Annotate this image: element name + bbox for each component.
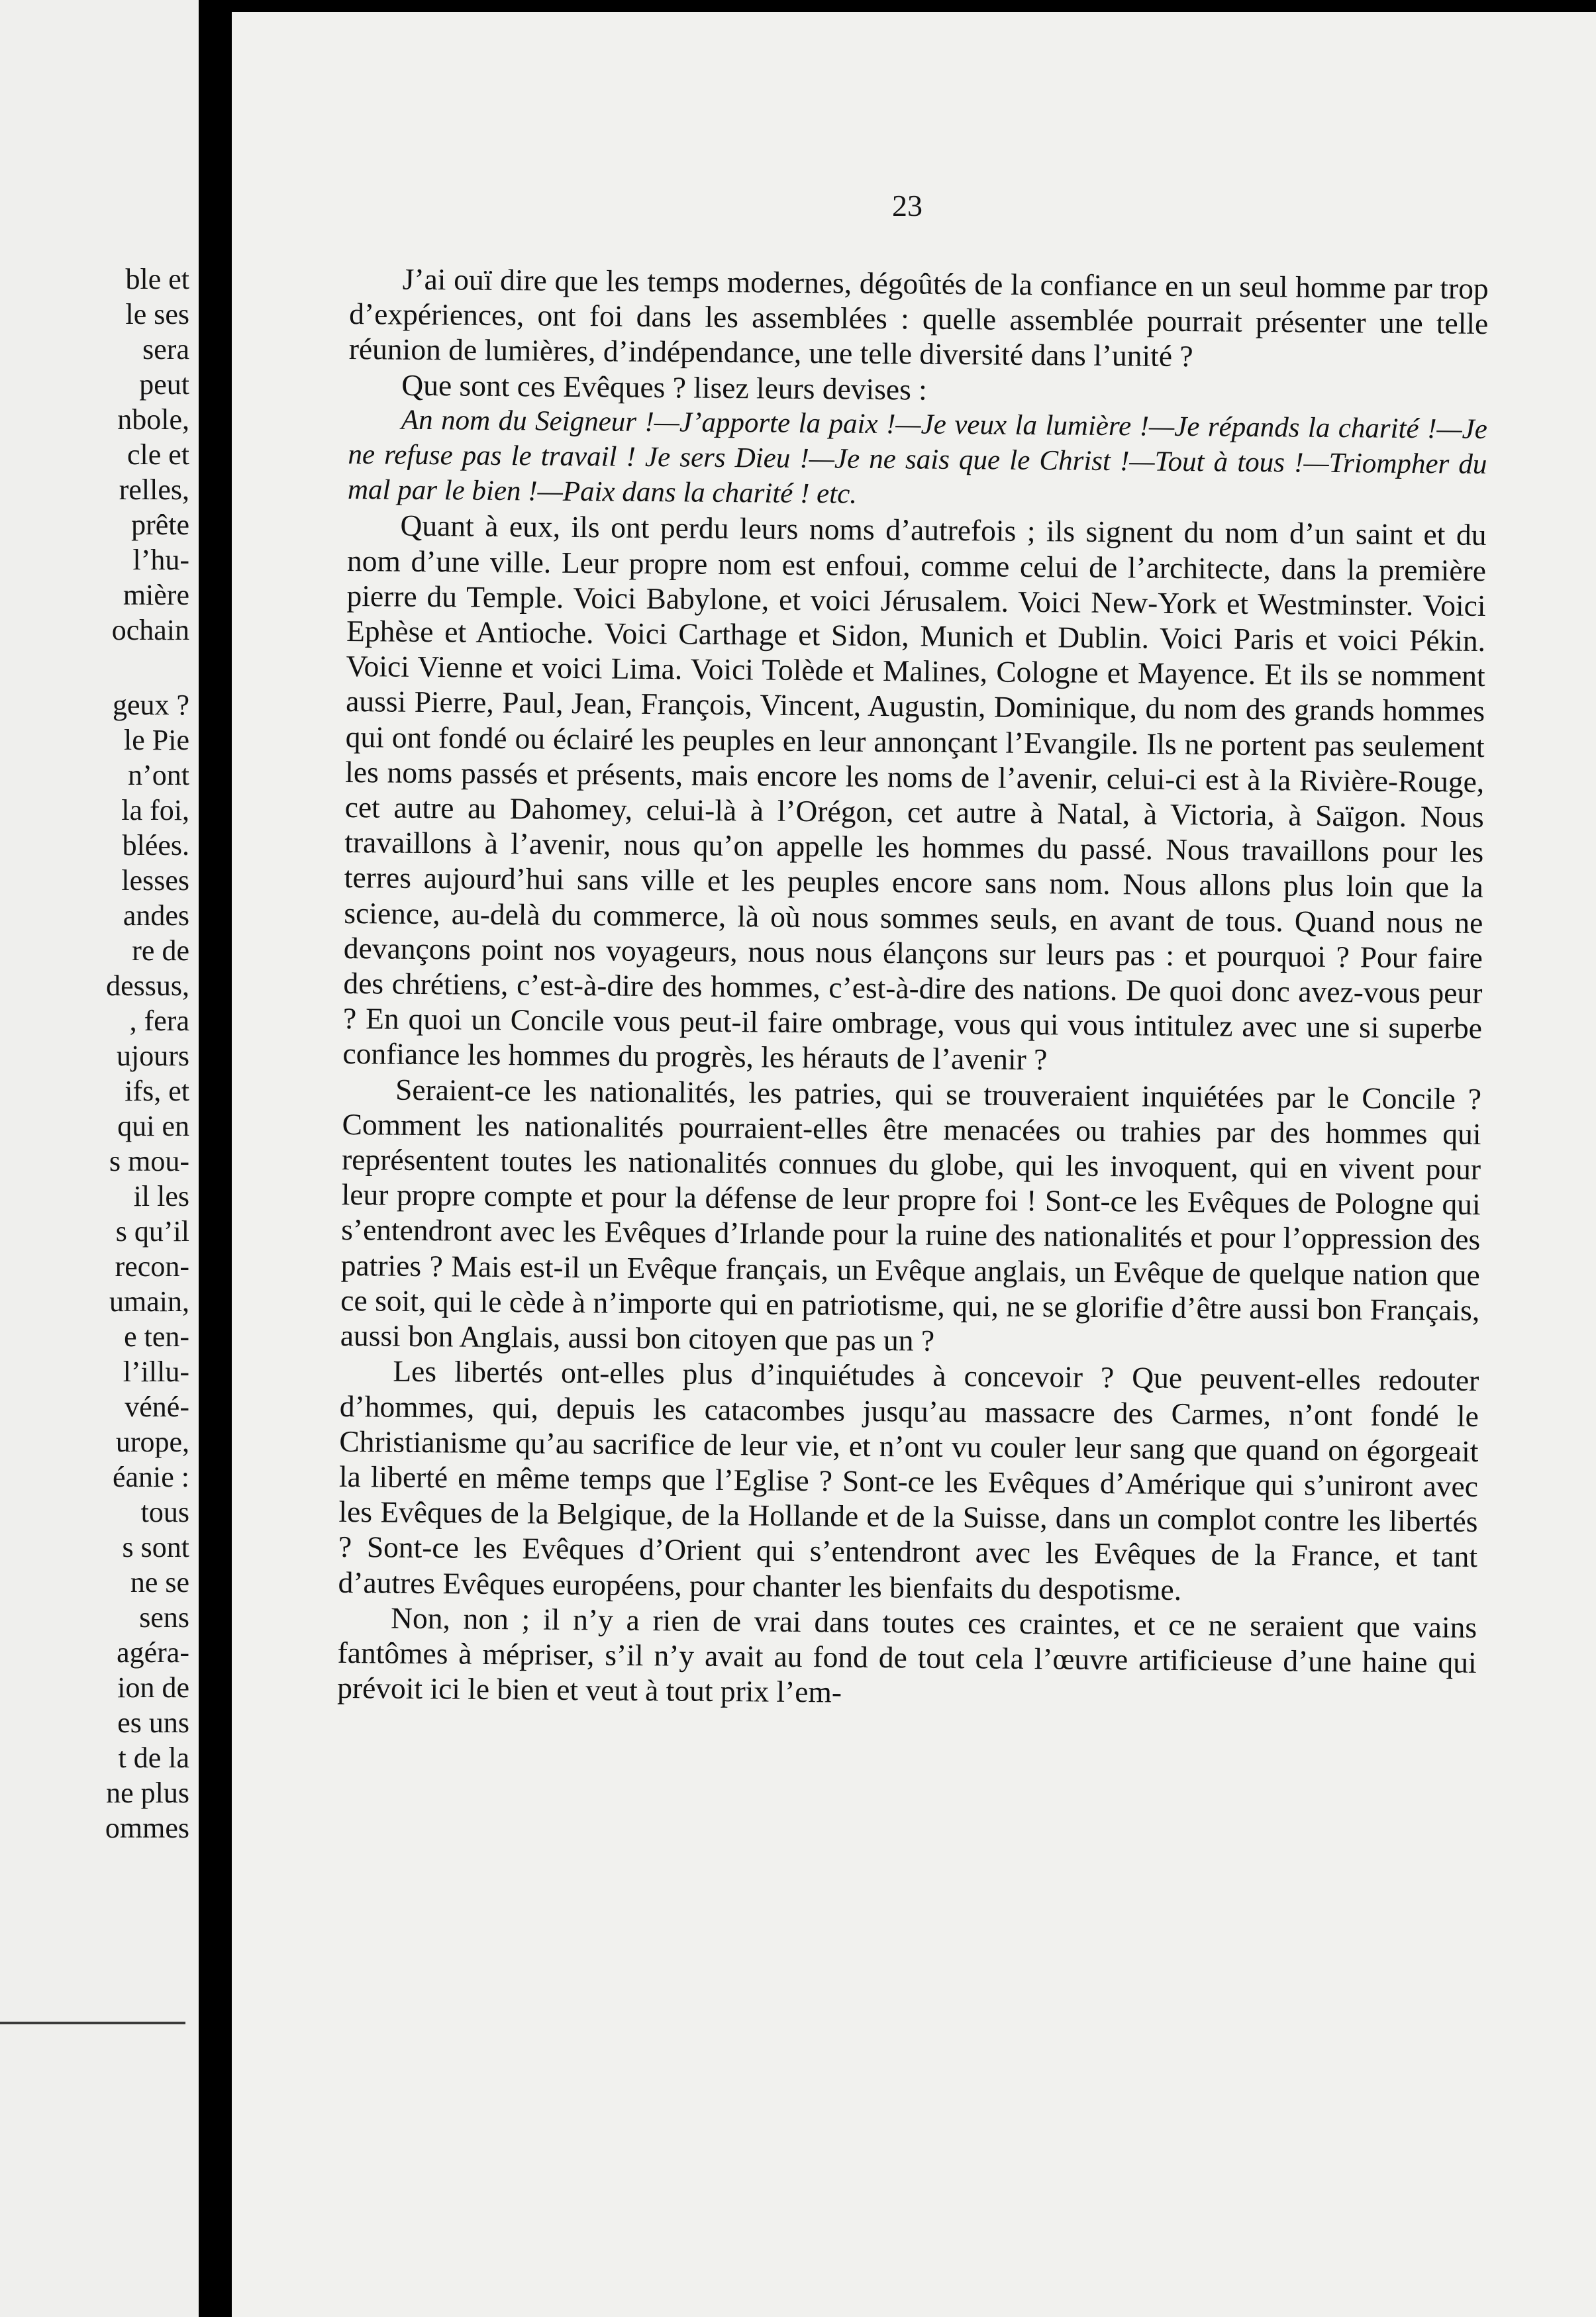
paragraph-craintes: Non, non ; il n’y a rien de vrai dans toutes ces craintes, et ce ne seraient que vains fantômes à mépriser, s’il n’y avait au fond de tout cela l’œuvre artificieuse d’une haine qui prévoit ici le bien et veut à tout prix l’em- <box>336 1601 1477 1709</box>
paragraph-nationalites: Seraient-ce les nationalités, les patries, qui se trouveraient inquiétées par le Concile ? Comment les nationalités pourraient-elles être menacées ou trahies par des hommes qui représentent toutes les nationalités connues du globe, qui les invoquent, qui en vivent pour leur propre compte et pour la défense de leur propre foi ! Sont-ce les Evêques de Pologne qui s’entendront avec les Evêques d’Irlande pour la ruine des nationalités et pour l’oppression des patries ? Mais est-il un Evêque français, un Evêque anglais, un Evêque de quelque nation que ce soit, qui le cède à n’importe qui en patriotisme, qui, ne se glorifie d’être aussi bon Français, aussi bon Anglais, aussi bon citoyen que pas un ? <box>340 1072 1482 1357</box>
left-line: il les <box>133 1180 189 1212</box>
left-line: n’ont <box>128 759 189 791</box>
left-line: urope, <box>115 1426 189 1458</box>
left-line: lesses <box>121 864 189 897</box>
left-line: umain, <box>109 1285 189 1318</box>
left-line: ujours <box>117 1040 189 1072</box>
left-line: mière <box>123 579 189 611</box>
left-line: , fera <box>129 1005 189 1037</box>
left-line: agéra- <box>117 1636 189 1669</box>
left-line: le Pie <box>124 724 189 756</box>
left-line: recon- <box>115 1250 189 1283</box>
left-line: ne plus <box>106 1777 189 1809</box>
left-line: s mou- <box>109 1145 189 1177</box>
left-line: le ses <box>125 298 189 330</box>
left-line: geux ? <box>112 689 189 721</box>
left-line: ochain <box>111 614 189 646</box>
left-line: ifs, et <box>125 1075 189 1107</box>
page-body <box>337 261 1489 1715</box>
left-line: t de la <box>118 1742 189 1774</box>
paragraph-libertes: Les libertés ont-elles plus d’inquiétudes à concevoir ? Que peuvent-elles redouter d’hommes, qui, depuis les catacombes jusqu’au massacre des Carmes, n’ont fondé le Christianisme qu’au sacrifice de leur vie, et n’ont vu couler leur sang que quand on égorgeait la liberté en même temps que l’Eglise ? Sont-ce les Evêques d’Amérique qui s’uniront avec les Evêques de la Belgique, de la Hollande et de la Suisse, dans un complot contre les libertés ? Sont-ce les Evêques d’Orient qui s’entendront avec les Evêques de la France, et tant d’autres Evêques européens, pour chanter les bienfaits du despotisme. <box>338 1354 1479 1606</box>
paragraph-devises: An nom du Seigneur !—J’apporte la paix !—Je veux la lumière !—Je répands la charité !—Je ne refuse pas le travail ! Je sers Dieu !—Je ne sais que le Christ !—Tout à tous !—Triompher du mal par le bien !—Paix dans la charité ! etc. <box>347 404 1488 510</box>
left-line: s qu’il <box>115 1215 189 1248</box>
left-page-footer-rule <box>0 2022 185 2024</box>
left-line: l’illu- <box>123 1356 189 1388</box>
left-line: es uns <box>117 1706 189 1739</box>
left-line: véné- <box>125 1391 189 1423</box>
left-page-edge <box>0 0 199 2317</box>
left-line: peut <box>139 368 189 401</box>
paragraph-confiance: J’ai ouï dire que les temps modernes, dégoûtés de la confiance en un seul homme par trop d’expériences, ont foi dans les assemblées : quelle assemblée pourrait présenter une telle réunion de lumières, d’indépendance, une telle diversité dans l’unité ? <box>348 262 1489 373</box>
left-line: s sont <box>122 1531 189 1563</box>
left-line: dessus, <box>106 969 189 1002</box>
left-line: ble et <box>125 263 189 295</box>
left-line: sera <box>142 333 189 366</box>
left-line: e ten- <box>124 1320 189 1353</box>
left-line: relles, <box>119 473 189 506</box>
page-number: 23 <box>892 189 923 222</box>
book-gutter <box>199 0 232 2317</box>
left-line: blées. <box>122 829 189 862</box>
paragraph-devises-intro: Que sont ces Evêques ? lisez leurs devises : <box>401 368 928 407</box>
left-line: l’hu- <box>132 544 189 576</box>
paragraph-noms: Quant à eux, ils ont perdu leurs noms d’autrefois ; ils signent du nom d’un saint et du nom d’une ville. Leur propre nom est enfoui, comme celui de l’architecte, dans la première pierre du Temple. Voici Babylone, et voici Jérusalem. Voici New-York et Westminster. Voici Ephèse et Antioche. Voici Carthage et Sidon, Munich et Dublin. Voici Paris et voici Pékin. Voici Vienne et voici Lima. Voici Tolède et Malines, Cologne et Mayence. Et ils se nomment aussi Pierre, Paul, Jean, François, Vincent, Augustin, Dominique, du nom des grands hommes qui ont fondé ou éclairé les peuples en leur annonçant l’Evangile. Ils ne portent pas seulement les noms passés et présents, mais encore les noms de l’avenir, celui-ci est à la Rivière-Rouge, cet autre au Dahomey, celui-là à l’Orégon, cet autre à Natal, à Victoria, à Saïgon. Nous travaillons à l’avenir, nous qu’on appelle les hommes du passé. Nous travaillons pour les terres aujourd’hui sans ville et les peuples encore sans nom. Nous allons plus loin que la science, au-delà du commerce, là où nous sommes seuls, en avant de tous. Quand nous ne devançons point nos voyageurs, nous nous élançons sur leurs pas : et pourquoi ? Pour faire des chrétiens, c’est-à-dire des hommes, c’est-à-dire des nations. De quoi donc avez-vous peur ? En quoi un Concile vous peut-il faire ombrage, vous qui vous intitulez avec une si superbe confiance les hommes du progrès, les hérauts de l’avenir ? <box>342 509 1487 1077</box>
left-line: éanie : <box>112 1461 189 1493</box>
left-line: la foi, <box>121 794 189 826</box>
left-line: cle et <box>126 438 189 471</box>
left-page-line-fragments <box>4 262 189 1844</box>
left-line: ion de <box>117 1671 189 1704</box>
left-line: andes <box>123 899 189 932</box>
left-line: ne se <box>130 1566 189 1599</box>
left-line: qui en <box>117 1110 189 1142</box>
left-line: ommes <box>105 1812 189 1844</box>
left-line: prête <box>131 509 189 541</box>
left-line: sens <box>139 1601 189 1634</box>
right-page <box>232 12 1596 2317</box>
left-line: nbole, <box>117 403 189 436</box>
left-line: re de <box>132 934 189 967</box>
left-line: tous <box>140 1496 189 1528</box>
